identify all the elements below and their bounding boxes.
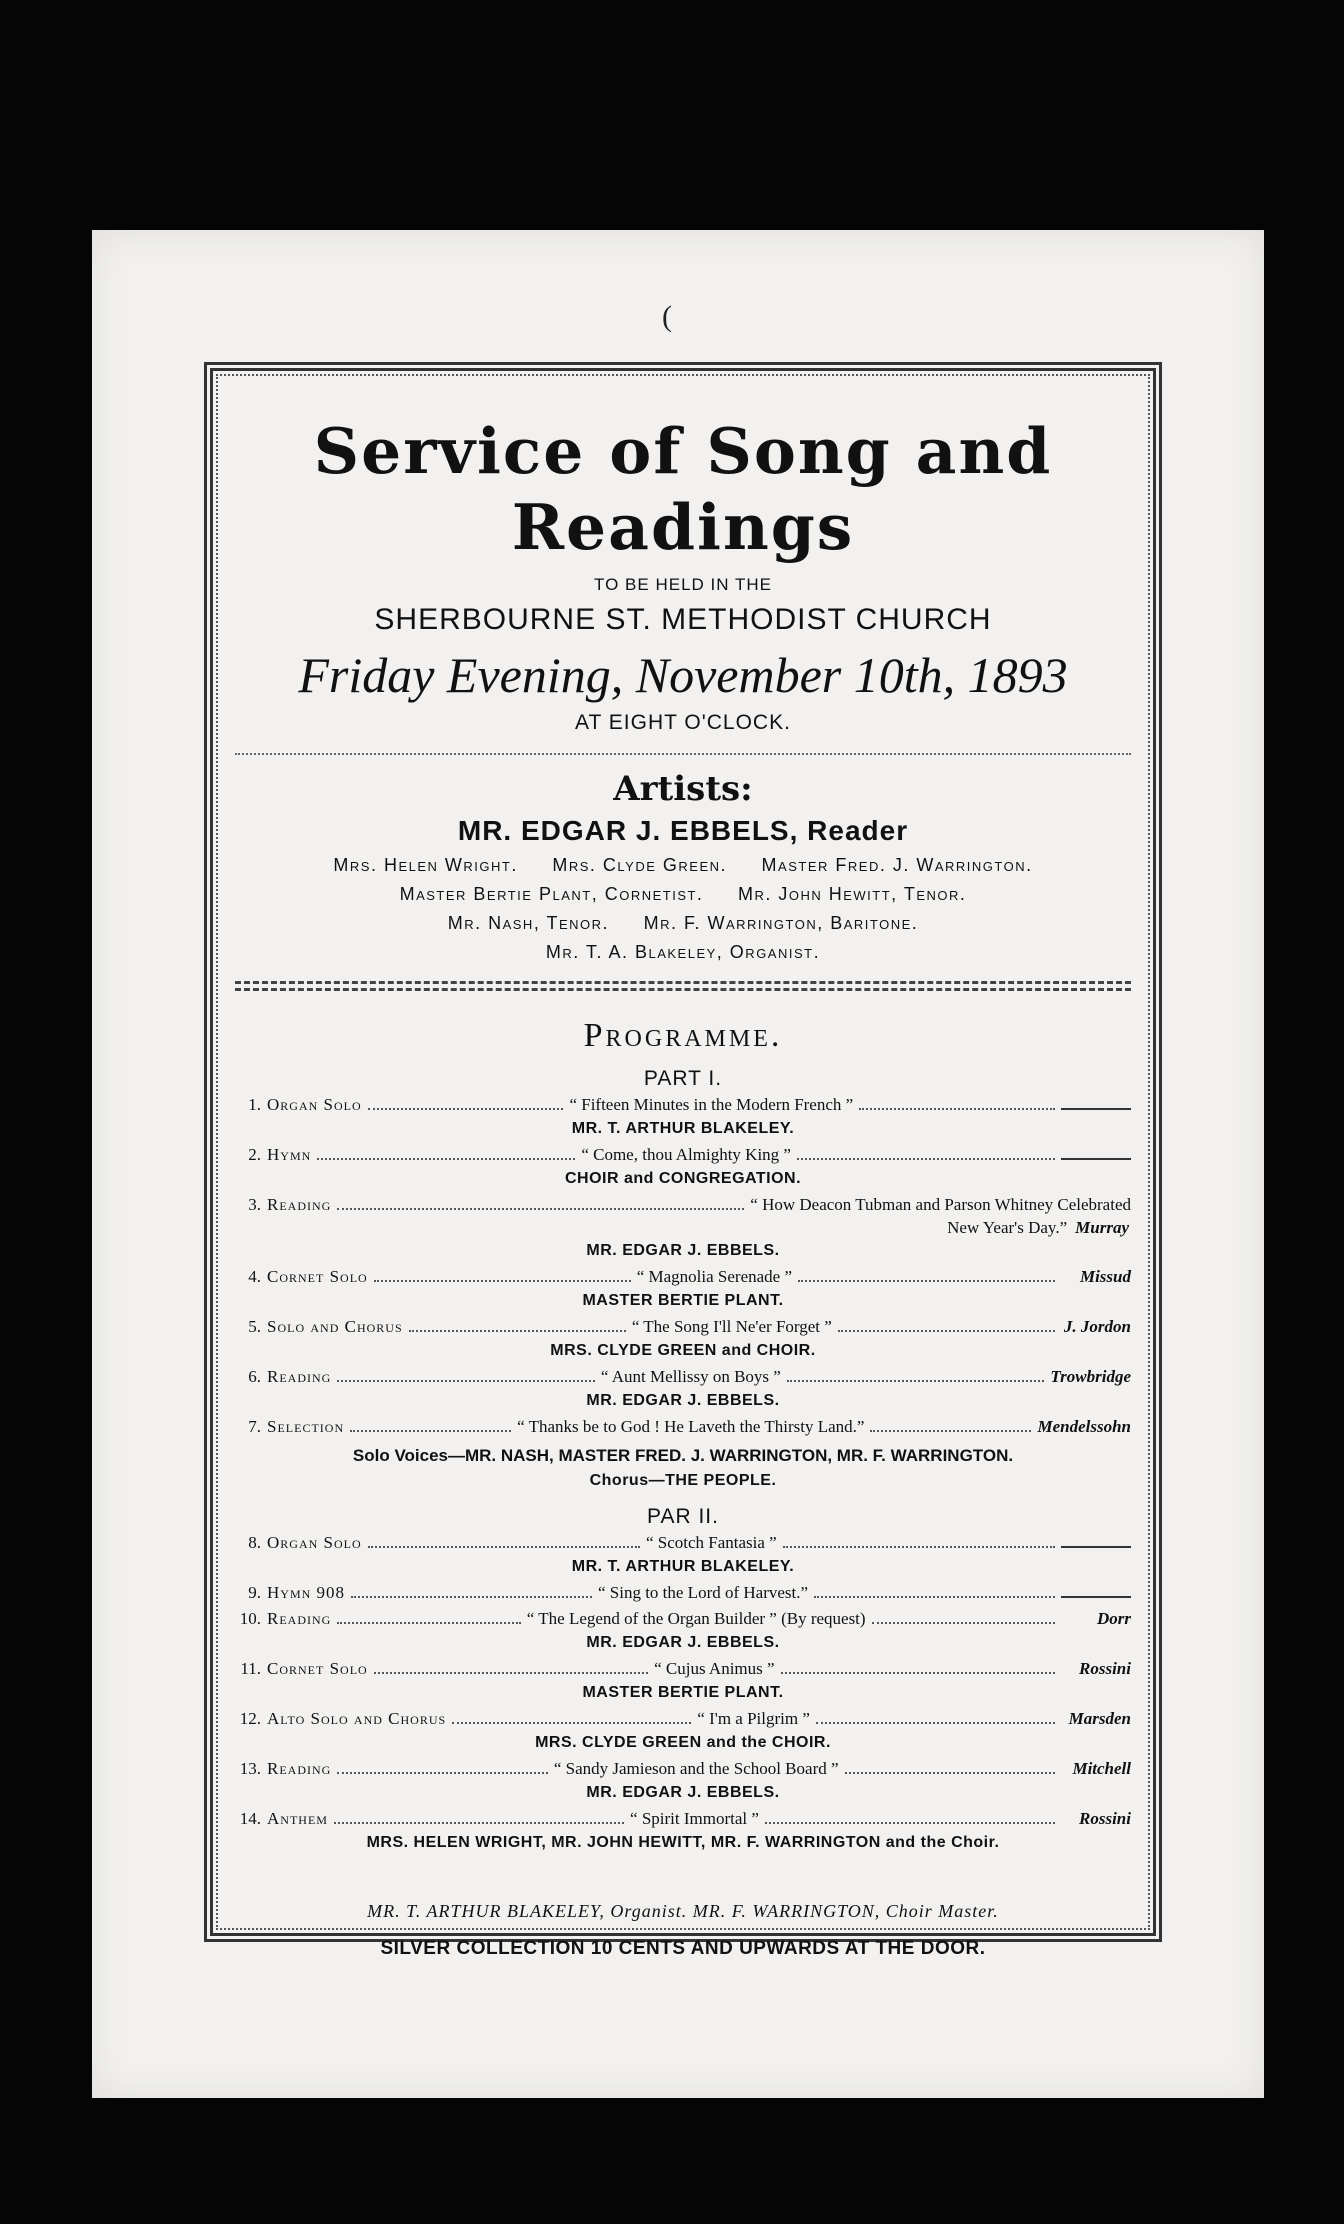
leader-dots [409,1330,626,1332]
item-performer: MR. EDGAR J. EBBELS. [586,1634,780,1651]
leader-dots [337,1772,547,1774]
leader-dots [816,1722,1055,1724]
artists-line-1 [235,855,1131,876]
item-number: 13. [239,1759,261,1778]
artists-line-4 [235,942,1131,963]
item-title-cont: New Year's Day.” [947,1218,1068,1237]
leader-dots [337,1622,520,1624]
item-type: Alto Solo and Chorus [267,1709,447,1728]
item-performer: MR. T. ARTHUR BLAKELEY. [571,1558,795,1575]
leader-dots [351,1596,592,1598]
leader-dots [870,1430,1031,1432]
leader-dots [374,1672,648,1674]
composer-dash [1061,1158,1131,1160]
item-title: “ Thanks be to God ! He Laveth the Thirsty Land.” [517,1417,865,1436]
item-title: “ Come, thou Almighty King ” [581,1145,791,1164]
item-type: Organ Solo [267,1533,362,1552]
leader-dots [452,1722,691,1724]
item-type: Reading [267,1609,332,1628]
ornamental-divider [235,981,1131,991]
item-number: 12. [239,1709,261,1728]
item-performer: MASTER BERTIE PLANT. [582,1292,784,1309]
item-performer: MASTER BERTIE PLANT. [582,1684,784,1701]
artist-name: Master Fred. J. Warrington. [761,855,1033,875]
leader-dots [317,1158,575,1160]
item-type: Selection [267,1417,345,1436]
artist-name: Master Bertie Plant, Cornetist. [399,884,704,904]
composer-dash [1061,1546,1131,1548]
item-type: Reading [267,1759,332,1778]
held-text: TO BE HELD IN THE [594,575,772,594]
decorative-border [204,362,1162,1959]
item-performer: MR. EDGAR J. EBBELS. [586,1242,780,1259]
paper-mark: ( [662,300,672,333]
programme-item [235,1531,1131,1555]
part-two-heading: PAR II. [647,1505,719,1528]
item-number: 11. [240,1659,261,1678]
item-title: “ Sing to the Lord of Harvest.” [597,1583,809,1602]
item-composer: Murray [1075,1218,1129,1237]
item-number: 9. [248,1583,261,1602]
item-number: 3. [248,1195,261,1214]
collection-notice: SILVER COLLECTION 10 CENTS AND UPWARDS AT THE DOOR. [380,1938,986,1959]
item-composer: Trowbridge [1050,1367,1132,1386]
item-type: Anthem [267,1809,328,1828]
item-title: “ How Deacon Tubman and Parson Whitney Celebrated [750,1195,1131,1214]
artist-name: Mrs. Helen Wright. [333,855,518,875]
programme-item [235,1757,1131,1781]
item-title: “ Aunt Mellissy on Boys ” [600,1367,781,1386]
programme-item [235,1707,1131,1731]
item-number: 8. [248,1533,261,1552]
leader-dots [787,1380,1045,1382]
item-type: Organ Solo [267,1095,362,1114]
programme-item [235,1607,1131,1631]
part-one-heading: PART I. [643,1067,723,1090]
programme-item [235,1365,1131,1389]
artist-name: Mr. Nash, Tenor. [447,913,610,933]
leader-dots [781,1672,1055,1674]
leader-dots [368,1108,564,1110]
item-type: Cornet Solo [267,1267,368,1286]
item-title: “ I'm a Pilgrim ” [697,1709,810,1728]
leader-dots [765,1822,1055,1824]
item-type: Reading [267,1367,332,1386]
item-composer: J. Jordon [1063,1317,1131,1336]
artist-name: Mr. F. Warrington, Baritone. [643,913,919,933]
programme-item [235,1093,1131,1117]
event-date: Friday Evening, November 10th, 1893 [298,647,1068,703]
leader-dots [845,1772,1055,1774]
chorus-line: Chorus—THE PEOPLE. [589,1472,777,1489]
item-composer: Marsden [1068,1709,1132,1728]
item-performer: MRS. HELEN WRIGHT, MR. JOHN HEWITT, MR. F. WARRINGTON and the Choir. [366,1834,1000,1851]
item-title: “ Fifteen Minutes in the Modern French ” [569,1095,854,1114]
programme-item [235,1657,1131,1681]
programme-item [235,1581,1131,1605]
programme-heading: Programme. [583,1017,783,1054]
leader-dots [872,1622,1055,1624]
item-type: Solo and Chorus [267,1317,403,1336]
item-performer: MR. EDGAR J. EBBELS. [586,1392,780,1409]
programme-item [235,1315,1131,1339]
item-number: 14. [239,1809,261,1828]
item-title: “ Sandy Jamieson and the School Board ” [553,1759,839,1778]
item-title: “ Spirit Immortal ” [630,1809,759,1828]
leader-dots [859,1108,1055,1110]
item-composer: Missud [1079,1267,1131,1286]
artists-line-2 [235,884,1131,905]
item-composer: Mendelssohn [1037,1417,1132,1436]
item-title-continued [235,1217,1131,1239]
item-number: 1. [248,1095,261,1114]
item-composer: Rossini [1079,1659,1131,1678]
programme-item [235,1415,1131,1439]
leader-dots [783,1546,1055,1548]
item-title: “ Magnolia Serenade ” [636,1267,792,1286]
footer-note: MR. T. ARTHUR BLAKELEY, Organist. MR. F. WARRINGTON, Choir Master. [367,1901,999,1921]
artist-name: Mrs. Clyde Green. [552,855,728,875]
church-name: SHERBOURNE ST. METHODIST CHURCH [374,603,992,636]
item-performer: MR. EDGAR J. EBBELS. [586,1784,780,1801]
item-type: Hymn 908 [267,1583,346,1602]
item-type: Reading [267,1195,332,1214]
item-title: “ Cujus Animus ” [654,1659,775,1678]
item-title: “ The Song I'll Ne'er Forget ” [631,1317,832,1336]
item-performer: CHOIR and CONGREGATION. [564,1170,802,1187]
item-title: “ Scotch Fantasia ” [645,1533,777,1552]
leader-dots [374,1280,631,1282]
reader-line: MR. EDGAR J. EBBELS, Reader [457,815,909,846]
item-number: 2. [248,1145,261,1164]
item-type: Cornet Solo [267,1659,368,1678]
item-number: 4. [248,1267,261,1286]
item-number: 7. [248,1417,261,1436]
item-type: Hymn [267,1145,312,1164]
artist-name: Mr. T. A. Blakeley, Organist. [545,942,821,962]
item-number: 5. [248,1317,261,1336]
item-number: 6. [248,1367,261,1386]
programme-item [235,1807,1131,1831]
programme-content [235,389,1132,1959]
artist-name: Mr. John Hewitt, Tenor. [737,884,967,904]
part-two-items [235,1531,1131,1855]
event-time: AT EIGHT O'CLOCK. [575,711,791,734]
item-title: “ The Legend of the Organ Builder ” (By request) [526,1609,866,1628]
leader-dots [368,1546,640,1548]
item-composer: Dorr [1097,1609,1132,1628]
leader-dots [337,1208,744,1210]
item-composer: Mitchell [1072,1759,1132,1778]
item-composer: Rossini [1079,1809,1131,1828]
page-title: Service of Song and Readings [313,414,1053,564]
leader-dots [814,1596,1055,1598]
leader-dots [334,1822,624,1824]
leader-dots [337,1380,595,1382]
item-performer: MR. T. ARTHUR BLAKELEY. [571,1120,795,1137]
item-performer: MRS. CLYDE GREEN and the CHOIR. [535,1734,831,1751]
programme-item [235,1143,1131,1167]
item-number: 10. [239,1609,261,1628]
artists-heading: Artists: [613,769,753,809]
leader-dots [350,1430,511,1432]
solo-voices: Solo Voices—MR. NASH, MASTER FRED. J. WARRINGTON, MR. F. WARRINGTON. [352,1446,1014,1465]
artists-line-3 [235,913,1131,934]
composer-dash [1061,1108,1131,1110]
leader-dots [797,1158,1055,1160]
divider [235,753,1131,755]
leader-dots [798,1280,1055,1282]
programme-sheet [92,230,1264,2098]
leader-dots [838,1330,1055,1332]
item-performer: MRS. CLYDE GREEN and CHOIR. [550,1342,816,1359]
programme-item [235,1265,1131,1289]
part-one-items [235,1093,1131,1439]
composer-dash [1061,1596,1131,1598]
programme-item [235,1193,1131,1217]
